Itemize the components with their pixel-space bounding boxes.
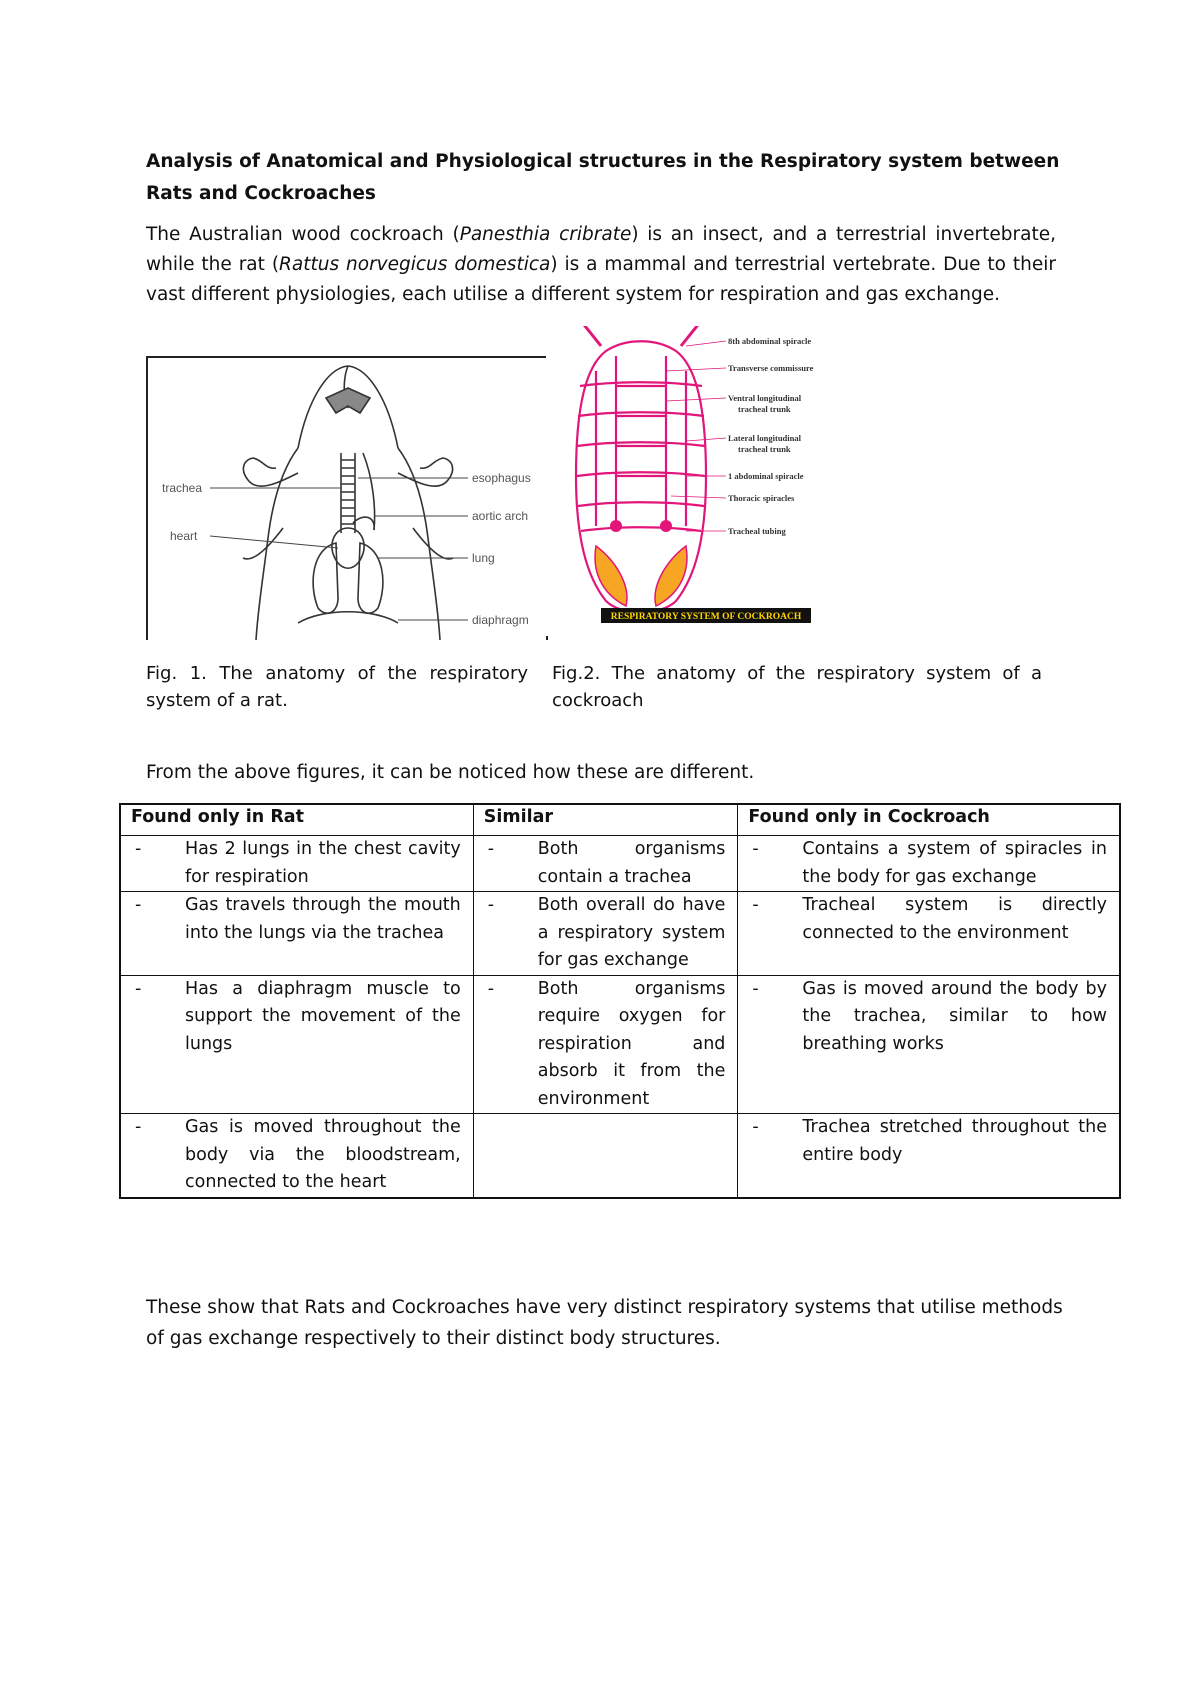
comparison-table [119, 803, 1121, 1199]
label-diaphragm: diaphragm [472, 613, 529, 627]
header-cockroach-only: Found only in Cockroach [738, 804, 1120, 836]
intro-paragraph [146, 220, 1056, 310]
header-similar: Similar [473, 804, 738, 836]
header-rat-only: Found only in Rat [120, 804, 473, 836]
species-cockroach: Panesthia cribrate [459, 224, 632, 245]
cell-text: Both organisms contain a trachea [537, 839, 726, 887]
table-row [120, 836, 1120, 892]
figure1-caption: Fig. 1. The anatomy of the respiratory system of a rat. [146, 663, 528, 711]
rat-anatomy-figure [146, 356, 548, 640]
bullet-dash: - [487, 978, 495, 999]
table-cell [473, 892, 738, 976]
label-8th-abdominal-spiracle: 8th abdominal spiracle [728, 336, 812, 346]
table-cell [473, 836, 738, 892]
label-transverse-commissure: Transverse commissure [728, 363, 814, 373]
bullet-dash: - [487, 895, 495, 915]
label-lateral-longitudinal: Lateral longitudinal [728, 433, 801, 443]
intro-text-1: The Australian wood cockroach ( [146, 224, 460, 245]
table-row [120, 1114, 1120, 1198]
cell-text: Gas travels through the mouth into the lungs via the trachea [185, 895, 461, 943]
rat-anatomy-illustration [148, 358, 546, 640]
table-cell [738, 892, 1120, 976]
table-cell [738, 836, 1120, 892]
table-cell [120, 1114, 473, 1198]
table-cell [473, 975, 738, 1114]
bullet-dash: - [135, 839, 142, 859]
cockroach-anatomy-illustration [546, 326, 851, 636]
cell-text: Has 2 lungs in the chest cavity for respiration [185, 839, 461, 887]
cell-text: Has a diaphragm muscle to support the movement of the lungs [185, 978, 461, 1054]
label-ventral-trunk: tracheal trunk [738, 404, 791, 414]
cockroach-banner: RESPIRATORY SYSTEM OF COCKROACH [610, 612, 802, 622]
cell-text: Trachea stretched throughout the entire body [802, 1117, 1107, 1165]
bullet-dash: - [752, 978, 759, 999]
table-cell [120, 836, 473, 892]
bullet-dash: - [752, 839, 759, 859]
label-lung: lung [472, 551, 495, 565]
bullet-dash: - [135, 895, 142, 915]
bullet-dash: - [135, 1117, 142, 1137]
label-ventral-longitudinal: Ventral longitudinal [728, 393, 802, 403]
cell-text: Tracheal system is directly connected to the environment [802, 895, 1107, 943]
cell-text: Both organisms require oxygen for respiration and absorb it from the environment [537, 978, 726, 1109]
cell-text: Gas is moved throughout the body via the bloodstream, connected to the heart [185, 1117, 461, 1192]
species-rat: Rattus norvegicus domestica [279, 254, 551, 275]
cockroach-anatomy-figure [546, 326, 851, 636]
bullet-dash: - [752, 895, 759, 915]
cell-text: Both overall do have a respiratory system for gas exchange [537, 895, 726, 970]
intro-text-3: ) is a mammal and terrestrial vertebrate. Due to their vast different physiologies, each utilise a different system for respiration and gas exchange. [146, 254, 1057, 305]
table-row [120, 975, 1120, 1114]
label-1-abdominal-spiracle: 1 abdominal spiracle [728, 471, 804, 481]
table-row [120, 892, 1120, 976]
label-lateral-trunk: tracheal trunk [738, 444, 791, 454]
table-cell-empty [473, 1114, 738, 1198]
label-aortic-arch: aortic arch [472, 509, 529, 523]
label-tracheal-tubing: Tracheal tubing [728, 526, 786, 536]
cell-text: Contains a system of spiracles in the body for gas exchange [802, 839, 1107, 887]
label-thoracic-spiracles: Thoracic spiracles [728, 493, 795, 503]
label-esophagus: esophagus [472, 471, 531, 485]
figure2-caption: Fig.2. The anatomy of the respiratory system of a cockroach [552, 663, 1042, 711]
table-cell [120, 975, 473, 1114]
table-cell [738, 1114, 1120, 1198]
bullet-dash: - [135, 978, 142, 999]
cell-text: Gas is moved around the body by the trachea, similar to how breathing works [802, 978, 1107, 1054]
label-heart: heart [170, 529, 198, 543]
document-title: Analysis of Anatomical and Physiological structures in the Respiratory system between Rats and Cockroaches [146, 151, 1060, 204]
table-header-row [120, 804, 1120, 836]
bullet-dash: - [487, 839, 495, 859]
conclusion-paragraph: These show that Rats and Cockroaches have very distinct respiratory systems that utilise methods of gas exchange respectively to their distinct body structures. [146, 1297, 1063, 1349]
comparison-lead: From the above figures, it can be noticed how these are different. [146, 762, 755, 783]
label-trachea: trachea [162, 481, 203, 495]
bullet-dash: - [752, 1117, 759, 1137]
table-cell [738, 975, 1120, 1114]
table-cell [120, 892, 473, 976]
intro-text-2: ) is an insect, and a terrestrial invertebrate, while the rat ( [146, 224, 1057, 275]
